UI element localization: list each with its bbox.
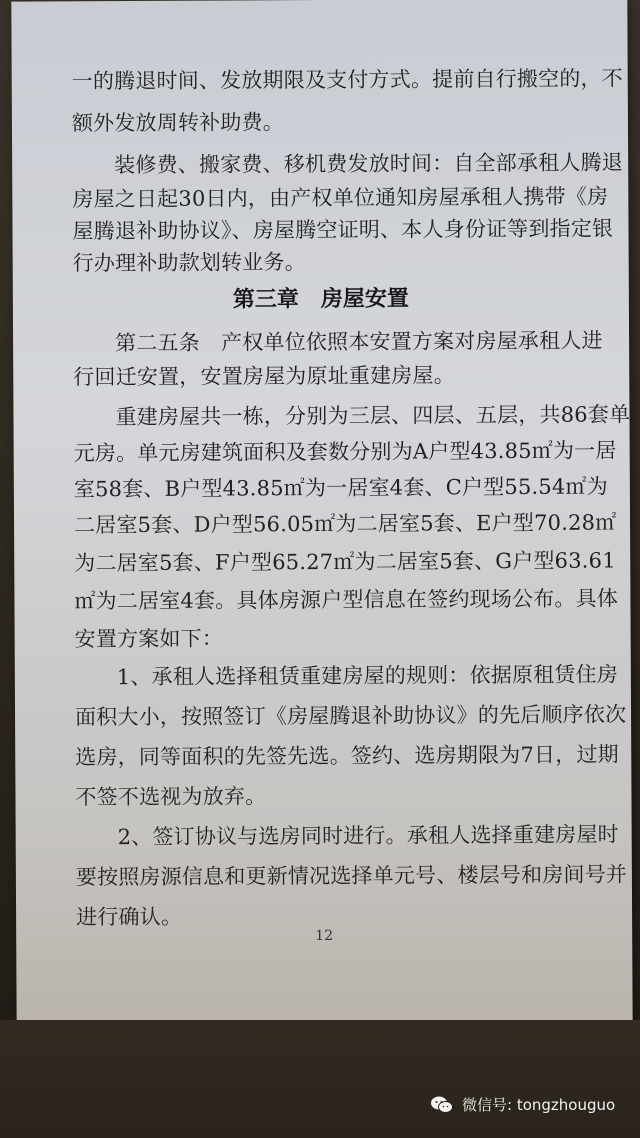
text-line: 行回迁安置，安置房屋为原址重建房屋。: [73, 363, 455, 390]
text-line: 行办理补助款划转业务。: [72, 250, 306, 276]
text-line: 房屋之日起30日内，由产权单位通知房屋承租人携带《房: [72, 184, 609, 212]
text-line: 进行确认。: [76, 904, 183, 930]
text-line: 一的腾退时间、发放期限及支付方式。提前自行搬空的，不: [71, 66, 623, 94]
wechat-watermark: [430, 1094, 615, 1115]
text-line: 装修费、搬家费、移机费发放时间：自全部承租人腾退: [114, 150, 624, 178]
text-line: 二居室5套、D户型56.05㎡为二居室5套、E户型70.28㎡: [73, 510, 617, 538]
text-line: 安置方案如下：: [74, 626, 224, 652]
page-number: 12: [315, 927, 334, 945]
document-page: [11, 0, 632, 1032]
text-line: 室58套、B户型43.85㎡为一居室4套、C户型55.54㎡为: [73, 474, 608, 502]
watermark-text: 微信号: tongzhouguo: [462, 1096, 616, 1114]
chapter-title: 第三章 房屋安置: [232, 286, 409, 313]
text-line: 重建房屋共一栋，分别为三层、四层、五层，共86套单: [115, 402, 631, 430]
text-line: 要按照房源信息和更新情况选择单元号、楼层号和房间号并: [75, 862, 628, 890]
text-line: 为二居室5套、F户型65.27㎡为二居室5套、G户型63.61: [74, 548, 616, 576]
text-line: 额外发放周转补助费。: [71, 110, 285, 136]
wechat-icon: [430, 1095, 454, 1115]
text-line: 不签不选视为放弃。: [75, 784, 267, 810]
text-line: 第二五条 产权单位依照本安置方案对房屋承租人进: [115, 328, 603, 356]
text-line: 1、承租人选择租赁重建房屋的规则：依据原租赁住房: [116, 662, 619, 690]
text-line: 2、签订协议与选房同时进行。承租人选择重建房屋时: [117, 822, 619, 850]
text-line: ㎡为二居室4套。具体房源户型信息在签约现场公布。具体: [74, 586, 619, 614]
text-line: 元房。单元房建筑面积及套数分别为A户型43.85㎡为一居: [73, 438, 617, 466]
text-line: 面积大小，按照签订《房屋腾退补助协议》的先后顺序依次: [74, 702, 627, 730]
text-line: 屋腾退补助协议》、房屋腾空证明、本人身份证等到指定银: [72, 216, 614, 244]
text-line: 选房，同等面积的先签先选。签约、选房期限为7日，过期: [75, 742, 619, 770]
table-surface: [0, 1020, 640, 1138]
